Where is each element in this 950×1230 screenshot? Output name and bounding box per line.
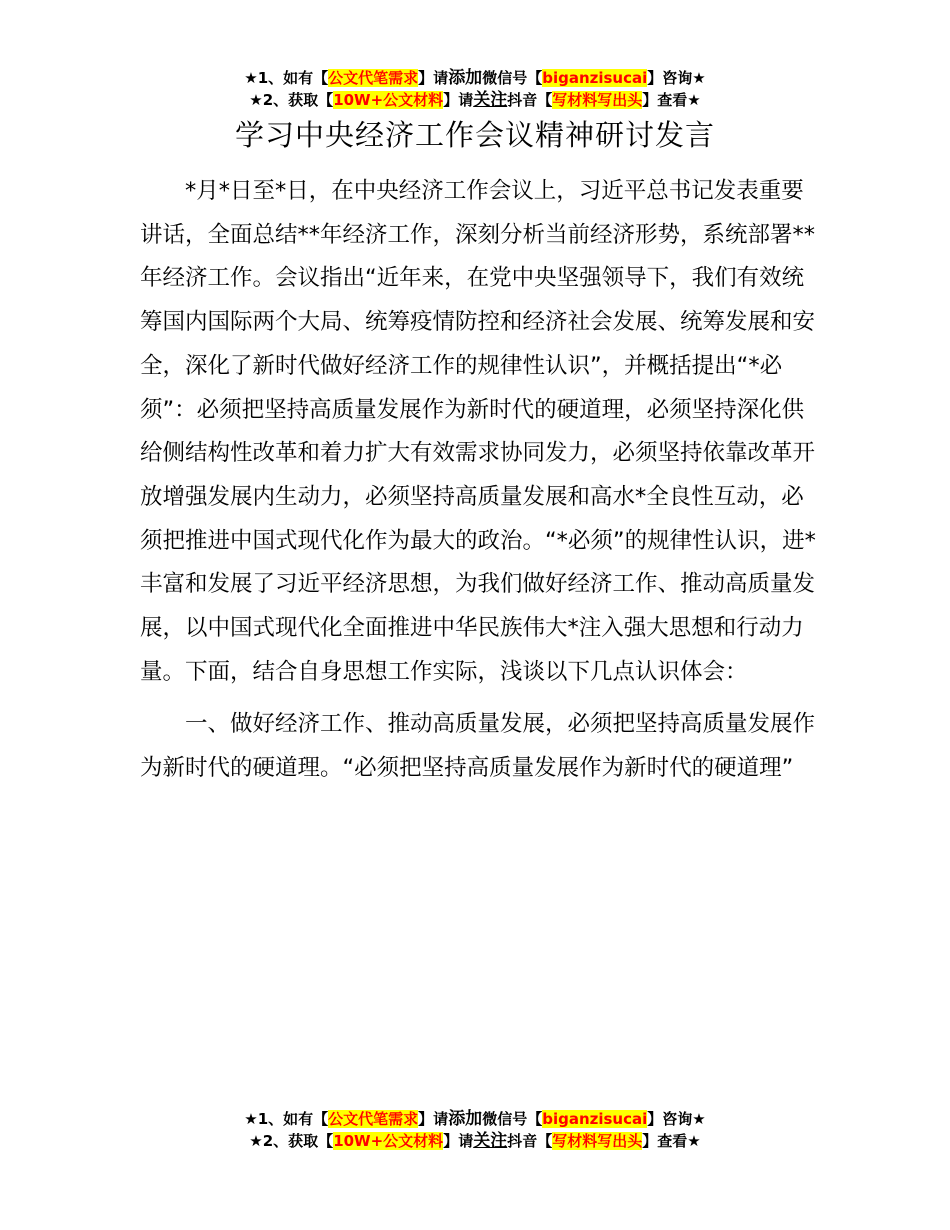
promo-line-2: ★2、获取【10W+公文材料】请关注抖音【写材料写出头】查看★: [249, 1131, 701, 1151]
document-title: 学习中央经济工作会议精神研讨发言: [234, 118, 715, 152]
body-paragraph: *月*日至*日，在中央经济工作会议上，习近平总书记发表重要讲话，全面总结**年经济工作，深刻分析当前经济形势，系统部署**年经济工作。会议指出“近年来，在党中央坚强领导下，我们有效统筹国内国际两个大局、统筹疫情防控和经济社会发展、统筹发展和安全，深化了新时代做好经济工作的规律性认识”，并概括提出“*必须”：必须把坚持高质量发展作为新时代的硬道理，必须坚持深化供给侧结构性改革和着力扩大有效需求协同发力，必须坚持依靠改革开放增强发展内生动力，必须坚持高质量发展和高水*全良性互动，必须把推进中国式现代化作为最大的政治。“*必须”的规律性认识，进*丰富和发展了习近平经济思想，为我们做好经济工作、推动高质量发展，以中国式现代化全面推进中华民族伟大*注入强大思想和行动力量。下面，结合自身思想工作实际，浅谈以下几点认识体会：: [140, 178, 816, 685]
body-paragraph: 一、做好经济工作、推动高质量发展，必须把坚持高质量发展作为新时代的硬道理。“必须把坚持高质量发展作为新时代的硬道理”: [140, 711, 816, 782]
highlight-service: 公文代笔需求: [328, 1110, 419, 1128]
header-promo-banner: [0, 67, 950, 111]
highlight-materials: 10W+公文材料: [333, 1132, 444, 1150]
highlight-douyin-account: 写材料写出头: [552, 91, 643, 109]
promo-line-1: ★1、如有【公文代笔需求】请添加微信号【biganzisucai】咨询★: [244, 1109, 706, 1129]
highlight-douyin-account: 写材料写出头: [552, 1132, 643, 1150]
promo-line-2: ★2、获取【10W+公文材料】请关注抖音【写材料写出头】查看★: [249, 90, 701, 110]
highlight-materials: 10W+公文材料: [333, 91, 444, 109]
highlight-service: 公文代笔需求: [328, 69, 419, 87]
document-body: [140, 170, 820, 791]
promo-line-1: ★1、如有【公文代笔需求】请添加微信号【biganzisucai】咨询★: [244, 68, 706, 88]
highlight-wechat-id: biganzisucai: [542, 69, 648, 87]
footer-promo-banner: [0, 1108, 950, 1152]
highlight-wechat-id: biganzisucai: [542, 1110, 648, 1128]
